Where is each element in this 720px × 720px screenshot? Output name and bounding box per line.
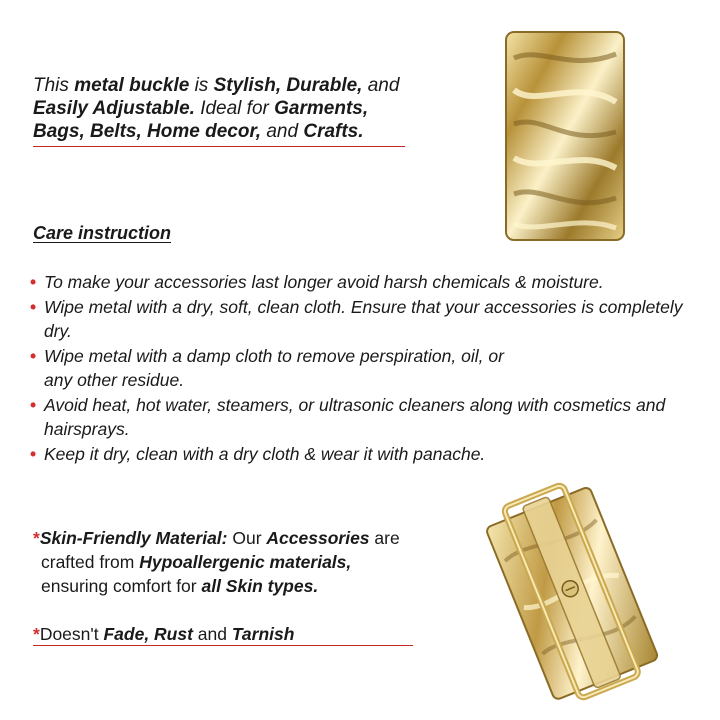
care-item-text: Keep it dry, clean with a dry cloth & wear it with panache. [44, 443, 486, 464]
intro-bold-part: Bags, Belts, Home decor, [33, 121, 262, 142]
bullet-icon: • [30, 345, 37, 366]
intro-text-part: and [362, 75, 400, 96]
intro-bold-part: metal buckle [74, 75, 190, 96]
skin-bold-part: Skin-Friendly Material: [39, 528, 228, 548]
asterisk-icon: * [33, 528, 40, 548]
buckle-front-image [500, 28, 630, 244]
intro-bold-part: Easily Adjustable. [33, 98, 195, 119]
intro-text-part: and [261, 121, 304, 142]
bullet-icon: • [30, 394, 37, 415]
skin-text-part: crafted from [41, 552, 140, 572]
skin-friendly-text [33, 526, 453, 598]
fade-text-part: and [192, 624, 232, 644]
fade-bold-part: Fade, Rust [103, 624, 193, 644]
bullet-icon: • [30, 272, 37, 292]
intro-divider [33, 146, 405, 147]
fade-bold-part: Tarnish [231, 624, 295, 644]
skin-bold-part: Hypoallergenic materials, [139, 552, 352, 572]
bullet-icon: • [30, 296, 37, 317]
fade-text-part: Doesn't [39, 624, 104, 644]
care-item [30, 270, 690, 295]
intro-bold-part: Stylish, Durable, [213, 75, 363, 96]
intro-bold-part: Garments, [274, 98, 369, 119]
care-item-text: To make your accessories last longer avoid harsh chemicals & moisture. [44, 272, 604, 292]
care-item-text: Wipe metal with a dry, soft, clean cloth. Ensure that your accessories is completely dry. [44, 296, 683, 341]
care-item [30, 442, 690, 467]
skin-text-part: Our [227, 528, 267, 548]
no-fade-text [33, 624, 294, 645]
care-list [30, 270, 690, 466]
buckle-back-image [478, 478, 668, 708]
skin-text-part: are [369, 528, 400, 548]
skin-line-3 [33, 574, 453, 598]
care-item [30, 393, 690, 442]
bottom-divider [33, 645, 413, 646]
care-item-text: Wipe metal with a damp cloth to remove perspiration, oil, or any other residue. [44, 345, 504, 390]
skin-line-2 [33, 550, 453, 574]
intro-bold-part: Crafts. [303, 121, 364, 142]
intro-text-part: This [33, 75, 75, 96]
care-title: Care instruction [33, 223, 172, 243]
care-item [30, 344, 504, 393]
asterisk-icon: * [33, 624, 40, 644]
skin-bold-part: Accessories [266, 528, 370, 548]
care-item-text: Avoid heat, hot water, steamers, or ultrasonic cleaners along with cosmetics and hairsprays. [44, 394, 666, 439]
intro-text-part: Ideal for [194, 98, 275, 119]
intro-text-part: is [189, 75, 214, 96]
skin-text-part: ensuring comfort for [41, 576, 202, 596]
bullet-icon: • [30, 443, 37, 464]
care-item [30, 295, 690, 344]
skin-bold-part: all Skin types. [201, 576, 319, 596]
intro-text [33, 74, 413, 143]
